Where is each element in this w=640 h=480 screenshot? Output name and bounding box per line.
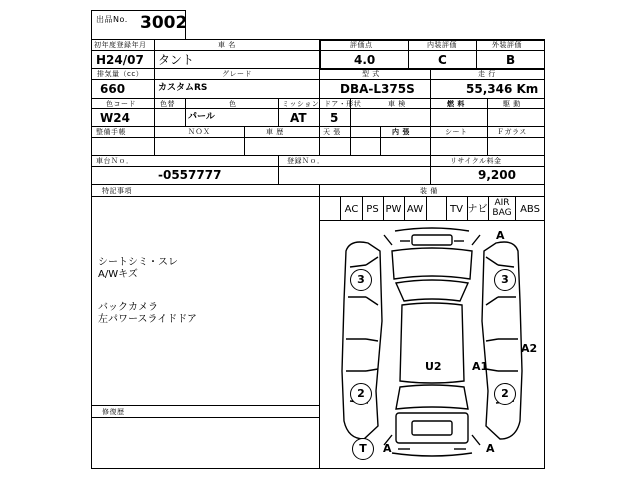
- reg-date-value: H24/07: [96, 53, 144, 67]
- lot-number: 3002: [140, 13, 188, 33]
- grade-value: カスタムRS: [158, 83, 208, 93]
- glass-label: Ｆガラス: [497, 128, 527, 136]
- recycle-fee-value: 9,200: [478, 168, 516, 182]
- doors-label: ドア・形状: [324, 100, 362, 108]
- equip-airbag: AIR BAG: [492, 198, 512, 218]
- note-line-4: バックカメラ: [98, 302, 158, 313]
- color-code-value: W24: [100, 111, 130, 125]
- equip-pw: PW: [385, 204, 402, 215]
- history-label: 車 歴: [266, 128, 284, 136]
- reg-date-label: 初年度登録年月: [94, 41, 147, 49]
- maintenance-book-label: 整備手帳: [96, 128, 126, 136]
- recycle-fee-label: リサイクル料金: [450, 157, 502, 165]
- damage-mark-a2: A2: [521, 342, 538, 355]
- car-name-value: タント: [158, 53, 195, 67]
- notes-label: 特記事項: [102, 187, 132, 195]
- inspection-label: 車 検: [388, 100, 406, 108]
- damage-mark-front: A: [496, 229, 505, 242]
- displacement-label: 排気量（cc）: [97, 70, 144, 78]
- color-value: パール: [188, 112, 215, 122]
- drive-label: 駆 動: [503, 100, 521, 108]
- ceiling-label: 天 張: [323, 128, 341, 136]
- exterior-score-value: B: [506, 53, 516, 67]
- note-line-1: シートシミ・スレ: [98, 257, 178, 268]
- score-label: 評価点: [350, 41, 373, 49]
- displacement-value: 660: [100, 82, 126, 96]
- model-value: DBA-L375S: [340, 82, 415, 96]
- color-change-label: 色替: [160, 100, 175, 108]
- car-name-label: 車 名: [218, 41, 236, 49]
- equip-navi: ナビ: [467, 204, 488, 215]
- interior-score-label: 内装評価: [427, 41, 457, 49]
- damage-mark-a1: A1: [472, 360, 489, 373]
- damage-mark-rear-left: A: [383, 442, 392, 455]
- interior-score-value: C: [438, 53, 447, 67]
- interior-trim-label: 内 張: [392, 128, 410, 136]
- damage-circle-3-left: 3: [350, 269, 372, 291]
- note-line-2: A/Wキズ: [98, 269, 138, 280]
- equip-ac: AC: [344, 204, 359, 215]
- damage-circle-3-right: 3: [494, 269, 516, 291]
- doors-value: 5: [330, 111, 339, 125]
- exterior-score-label: 外装評価: [492, 41, 522, 49]
- mission-label: ミッション: [282, 100, 320, 108]
- mileage-value: 55,346 Km: [466, 82, 539, 96]
- grade-label: グレード: [222, 70, 252, 78]
- color-code-label: 色コード: [106, 100, 136, 108]
- equip-tv: TV: [450, 204, 463, 215]
- chassis-value: -0557777: [158, 168, 222, 182]
- model-label: 型 式: [362, 70, 380, 78]
- score-value: 4.0: [354, 53, 376, 67]
- color-label: 色: [229, 100, 237, 108]
- repair-history-label: 修復歴: [102, 408, 125, 416]
- equipment-label: 装 備: [420, 187, 438, 195]
- chassis-label: 車台Ｎｏ．: [96, 157, 134, 165]
- note-line-5: 左パワースライドドア: [98, 314, 197, 325]
- damage-circle-2-left: 2: [350, 383, 372, 405]
- nox-label: ＮＯＸ: [188, 128, 211, 136]
- equip-aw: AW: [406, 204, 424, 215]
- damage-circle-2-right: 2: [494, 383, 516, 405]
- damage-mark-u2: U2: [425, 360, 442, 373]
- equip-ps: PS: [366, 204, 379, 215]
- car-damage-diagram: [320, 221, 544, 468]
- equip-abs: ABS: [520, 204, 540, 215]
- registration-no-label: 登録Ｎｏ．: [287, 157, 325, 165]
- mileage-label: 走 行: [478, 70, 496, 78]
- seat-label: シート: [445, 128, 468, 136]
- mission-value: AT: [290, 111, 307, 125]
- damage-mark-rear-right: A: [486, 442, 495, 455]
- fuel-label: 燃 料: [447, 100, 465, 108]
- damage-circle-t: T: [352, 438, 374, 460]
- lot-label: 出品No.: [96, 15, 128, 24]
